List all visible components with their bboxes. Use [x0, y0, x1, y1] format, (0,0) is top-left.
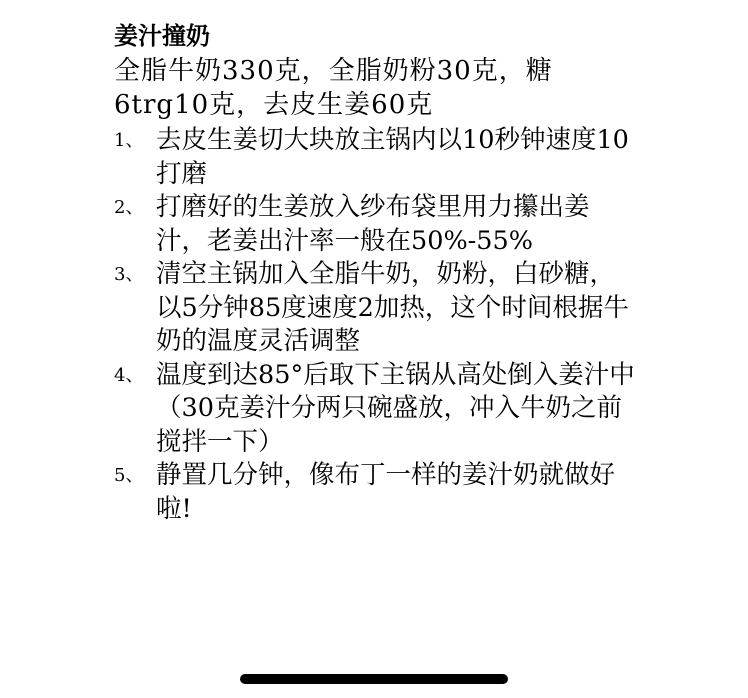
step-text: 去皮生姜切大块放主锅内以10秒钟速度10打磨 — [156, 125, 629, 189]
step-item — [114, 359, 638, 460]
step-item — [114, 258, 638, 359]
home-indicator-bar[interactable] — [240, 674, 508, 684]
step-text: 打磨好的生姜放入纱布袋里用力攥出姜汁，老姜出汁率一般在50%-55% — [156, 192, 590, 256]
recipe-title: 姜汁撞奶 — [114, 22, 210, 50]
step-text: 静置几分钟，像布丁一样的姜汁奶就做好啦! — [156, 460, 616, 524]
step-number: 1、 — [114, 130, 144, 151]
step-number: 3、 — [114, 264, 144, 285]
ingredients-text: 全脂牛奶330克，全脂奶粉30克，糖6trg10克，去皮生姜60克 — [114, 56, 553, 120]
step-item — [114, 191, 638, 258]
step-item — [114, 459, 638, 526]
step-text: 清空主锅加入全脂牛奶，奶粉，白砂糖，以5分钟85度速度2加热，这个时间根据牛奶的温度灵活调整 — [156, 259, 629, 356]
step-number: 2、 — [114, 197, 144, 218]
step-number: 5、 — [114, 465, 144, 486]
step-text: 温度到达85°后取下主锅从高处倒入姜汁中（30克姜汁分两只碗盛放，冲入牛奶之前搅拌一下） — [156, 359, 635, 457]
step-item — [114, 124, 638, 191]
step-number: 4、 — [114, 364, 144, 386]
steps-list — [114, 124, 638, 526]
recipe-note — [114, 18, 638, 526]
